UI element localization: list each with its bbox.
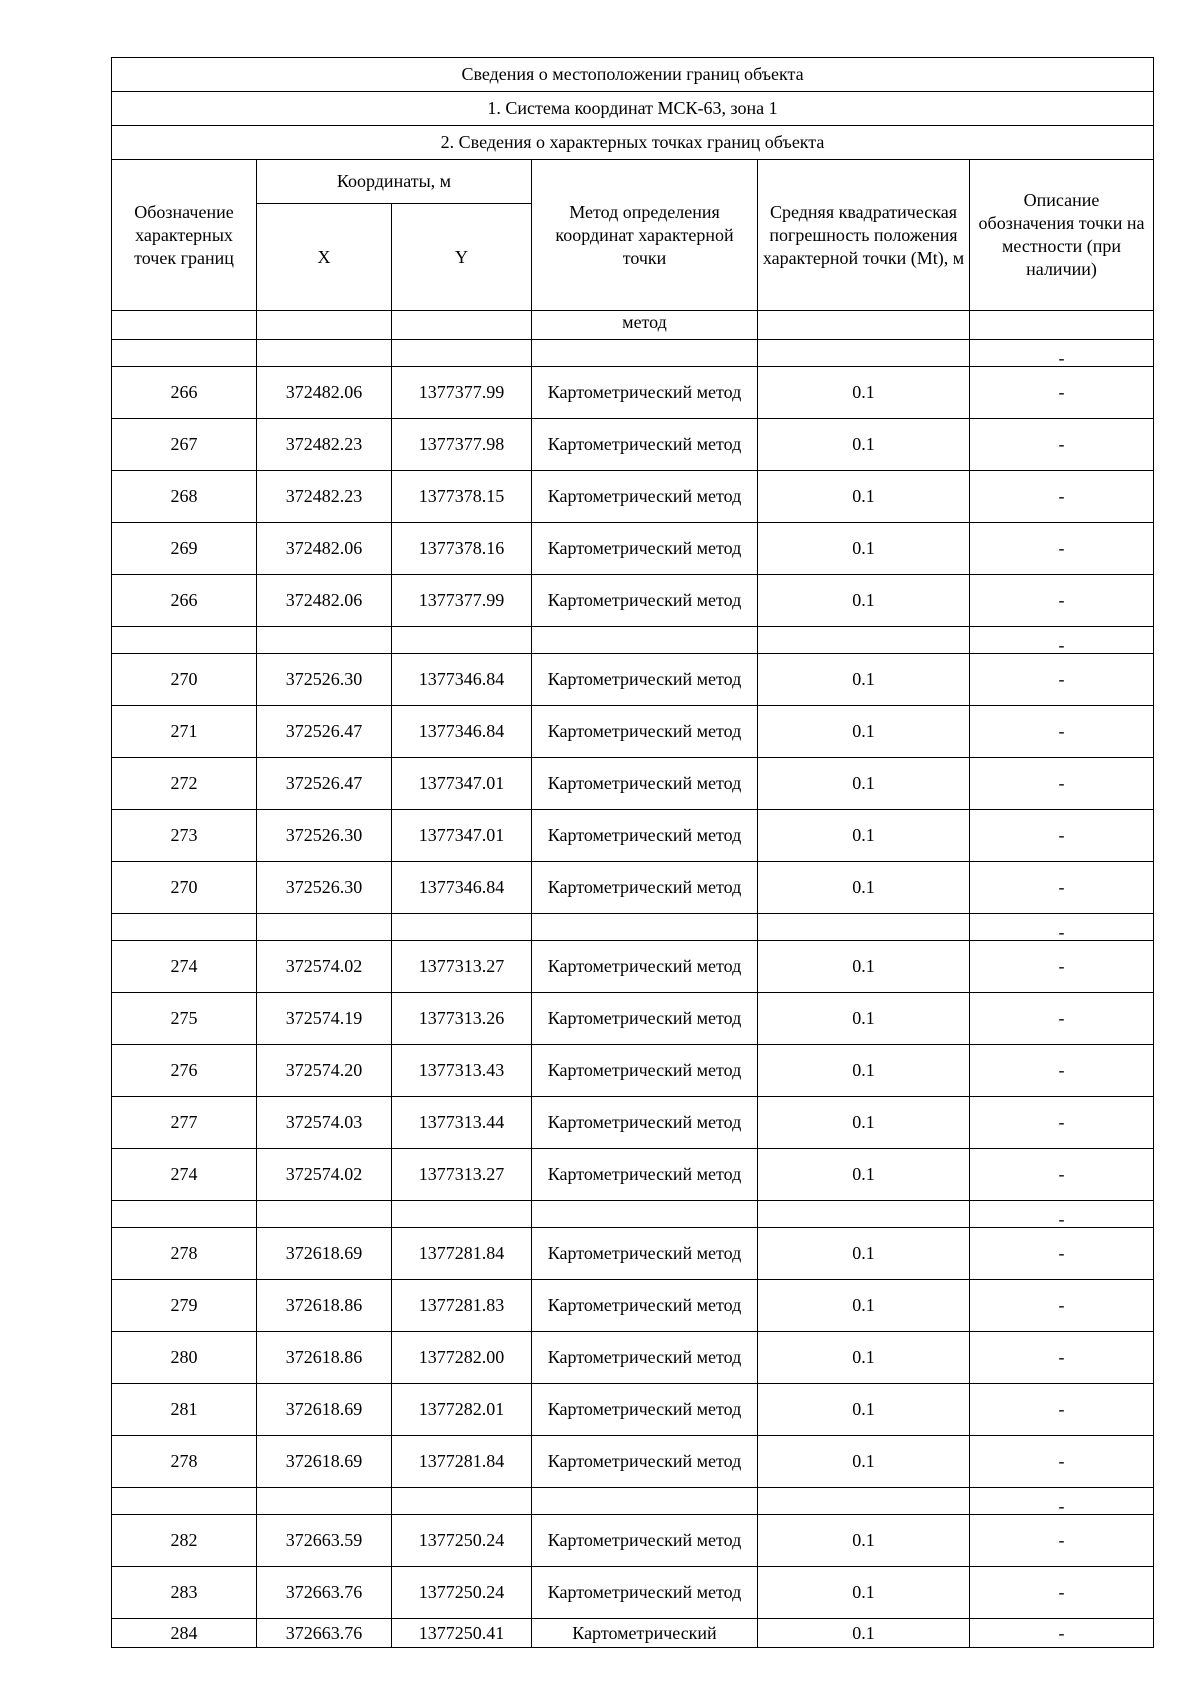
point-y: 1377377.99 <box>392 367 532 419</box>
point-y: 1377313.43 <box>392 1045 532 1097</box>
point-description: - <box>970 1097 1154 1149</box>
point-id: 283 <box>112 1567 257 1619</box>
empty-cell <box>532 627 758 654</box>
point-description: - <box>970 367 1154 419</box>
point-row <box>112 862 1154 914</box>
point-y: 1377378.16 <box>392 523 532 575</box>
partial-cell <box>392 311 532 340</box>
point-method: Картометрический метод <box>532 1332 758 1384</box>
point-y: 1377281.84 <box>392 1228 532 1280</box>
point-id: 278 <box>112 1436 257 1488</box>
point-id: 281 <box>112 1384 257 1436</box>
point-x: 372663.76 <box>257 1567 392 1619</box>
point-id: 282 <box>112 1515 257 1567</box>
point-description: - <box>970 706 1154 758</box>
point-description: - <box>970 810 1154 862</box>
point-id: 267 <box>112 419 257 471</box>
empty-cell <box>392 914 532 941</box>
point-mean-error: 0.1 <box>758 1436 970 1488</box>
empty-cell <box>758 1488 970 1515</box>
point-mean-error: 0.1 <box>758 1332 970 1384</box>
point-row <box>112 758 1154 810</box>
point-row <box>112 1228 1154 1280</box>
point-method: Картометрический метод <box>532 862 758 914</box>
point-description: - <box>970 1619 1154 1648</box>
point-description: - <box>970 1567 1154 1619</box>
partial-method: метод <box>532 311 758 340</box>
empty-cell <box>112 914 257 941</box>
point-y: 1377346.84 <box>392 862 532 914</box>
point-description: - <box>970 1149 1154 1201</box>
point-description: - <box>970 471 1154 523</box>
point-row <box>112 1149 1154 1201</box>
point-description: - <box>970 1332 1154 1384</box>
point-mean-error: 0.1 <box>758 1567 970 1619</box>
point-x: 372618.86 <box>257 1280 392 1332</box>
empty-cell <box>257 340 392 367</box>
contour-separator-row <box>112 340 1154 367</box>
point-y: 1377313.27 <box>392 1149 532 1201</box>
contour-separator-row <box>112 1201 1154 1228</box>
empty-cell <box>257 627 392 654</box>
point-id: 274 <box>112 1149 257 1201</box>
point-mean-error: 0.1 <box>758 758 970 810</box>
point-description: - <box>970 941 1154 993</box>
separator-dash: - <box>970 340 1154 367</box>
point-description: - <box>970 862 1154 914</box>
header-coordinates: Координаты, м <box>257 160 532 204</box>
point-description: - <box>970 654 1154 706</box>
empty-cell <box>257 1201 392 1228</box>
point-description: - <box>970 1515 1154 1567</box>
point-y: 1377346.84 <box>392 706 532 758</box>
point-method: Картометрический метод <box>532 1280 758 1332</box>
empty-cell <box>112 340 257 367</box>
point-method: Картометрический метод <box>532 1228 758 1280</box>
point-method: Картометрический <box>532 1619 758 1648</box>
point-id: 270 <box>112 654 257 706</box>
point-x: 372574.02 <box>257 1149 392 1201</box>
point-id: 273 <box>112 810 257 862</box>
point-y: 1377281.83 <box>392 1280 532 1332</box>
point-method: Картометрический метод <box>532 1384 758 1436</box>
point-description: - <box>970 575 1154 627</box>
header-x: X <box>257 204 392 311</box>
point-method: Картометрический метод <box>532 758 758 810</box>
point-method: Картометрический метод <box>532 1515 758 1567</box>
point-x: 372526.30 <box>257 654 392 706</box>
point-row <box>112 575 1154 627</box>
empty-cell <box>758 1201 970 1228</box>
point-x: 372482.06 <box>257 575 392 627</box>
point-y: 1377377.99 <box>392 575 532 627</box>
point-method: Картометрический метод <box>532 1149 758 1201</box>
point-row <box>112 1097 1154 1149</box>
point-mean-error: 0.1 <box>758 471 970 523</box>
point-x: 372618.69 <box>257 1384 392 1436</box>
point-method: Картометрический метод <box>532 1097 758 1149</box>
point-x: 372482.23 <box>257 419 392 471</box>
header-y: Y <box>392 204 532 311</box>
point-method: Картометрический метод <box>532 367 758 419</box>
document-title: Сведения о местоположении границ объекта <box>112 58 1154 92</box>
point-mean-error: 0.1 <box>758 1149 970 1201</box>
point-mean-error: 0.1 <box>758 993 970 1045</box>
point-x: 372574.19 <box>257 993 392 1045</box>
empty-cell <box>758 627 970 654</box>
point-mean-error: 0.1 <box>758 862 970 914</box>
point-row <box>112 1515 1154 1567</box>
point-y: 1377250.24 <box>392 1515 532 1567</box>
empty-cell <box>532 1201 758 1228</box>
point-method: Картометрический метод <box>532 1567 758 1619</box>
point-id: 266 <box>112 575 257 627</box>
point-mean-error: 0.1 <box>758 1045 970 1097</box>
empty-cell <box>532 1488 758 1515</box>
point-row <box>112 941 1154 993</box>
point-row <box>112 810 1154 862</box>
point-y: 1377346.84 <box>392 654 532 706</box>
empty-cell <box>392 627 532 654</box>
point-mean-error: 0.1 <box>758 1280 970 1332</box>
contour-separator-row <box>112 1488 1154 1515</box>
point-method: Картометрический метод <box>532 993 758 1045</box>
point-description: - <box>970 1228 1154 1280</box>
point-description: - <box>970 523 1154 575</box>
point-id: 277 <box>112 1097 257 1149</box>
empty-cell <box>532 914 758 941</box>
point-description: - <box>970 1436 1154 1488</box>
point-x: 372663.59 <box>257 1515 392 1567</box>
point-y: 1377347.01 <box>392 758 532 810</box>
point-description: - <box>970 1280 1154 1332</box>
point-id: 271 <box>112 706 257 758</box>
point-row <box>112 706 1154 758</box>
point-row <box>112 654 1154 706</box>
point-id: 272 <box>112 758 257 810</box>
point-mean-error: 0.1 <box>758 1515 970 1567</box>
point-method: Картометрический метод <box>532 419 758 471</box>
point-id: 270 <box>112 862 257 914</box>
point-method: Картометрический метод <box>532 575 758 627</box>
point-id: 269 <box>112 523 257 575</box>
partial-cell <box>758 311 970 340</box>
point-mean-error: 0.1 <box>758 654 970 706</box>
point-id: 280 <box>112 1332 257 1384</box>
point-x: 372618.69 <box>257 1228 392 1280</box>
point-mean-error: 0.1 <box>758 706 970 758</box>
section-title: 2. Сведения о характерных точках границ объекта <box>112 126 1154 160</box>
empty-cell <box>112 1488 257 1515</box>
point-x: 372482.06 <box>257 367 392 419</box>
empty-cell <box>392 1488 532 1515</box>
separator-dash: - <box>970 914 1154 941</box>
point-y: 1377250.41 <box>392 1619 532 1648</box>
point-row <box>112 1619 1154 1648</box>
point-row <box>112 419 1154 471</box>
contour-separator-row <box>112 627 1154 654</box>
point-y: 1377250.24 <box>392 1567 532 1619</box>
point-y: 1377313.44 <box>392 1097 532 1149</box>
point-id: 276 <box>112 1045 257 1097</box>
point-method: Картометрический метод <box>532 654 758 706</box>
point-method: Картометрический метод <box>532 1045 758 1097</box>
point-id: 284 <box>112 1619 257 1648</box>
point-y: 1377347.01 <box>392 810 532 862</box>
point-row <box>112 1045 1154 1097</box>
header-method: Метод определения координат характерной точки <box>532 160 758 311</box>
coordinate-system: 1. Система координат МСК-63, зона 1 <box>112 92 1154 126</box>
point-row <box>112 1436 1154 1488</box>
point-mean-error: 0.1 <box>758 1097 970 1149</box>
point-row <box>112 367 1154 419</box>
point-x: 372618.69 <box>257 1436 392 1488</box>
empty-cell <box>532 340 758 367</box>
point-y: 1377377.98 <box>392 419 532 471</box>
point-x: 372574.20 <box>257 1045 392 1097</box>
point-description: - <box>970 1045 1154 1097</box>
point-x: 372618.86 <box>257 1332 392 1384</box>
separator-dash: - <box>970 627 1154 654</box>
point-row <box>112 1384 1154 1436</box>
point-y: 1377282.00 <box>392 1332 532 1384</box>
point-row <box>112 1567 1154 1619</box>
point-row <box>112 523 1154 575</box>
header-mean-error: Средняя квадратическая погрешность положения характерной точки (Mt), м <box>758 160 970 311</box>
empty-cell <box>257 914 392 941</box>
header-description: Описание обозначения точки на местности (при наличии) <box>970 160 1154 311</box>
point-row <box>112 1332 1154 1384</box>
point-method: Картометрический метод <box>532 941 758 993</box>
point-y: 1377313.26 <box>392 993 532 1045</box>
empty-cell <box>758 340 970 367</box>
contour-separator-row <box>112 914 1154 941</box>
point-id: 279 <box>112 1280 257 1332</box>
point-description: - <box>970 758 1154 810</box>
separator-dash: - <box>970 1201 1154 1228</box>
point-x: 372526.47 <box>257 706 392 758</box>
point-y: 1377281.84 <box>392 1436 532 1488</box>
point-mean-error: 0.1 <box>758 419 970 471</box>
partial-cell <box>112 311 257 340</box>
point-id: 275 <box>112 993 257 1045</box>
point-mean-error: 0.1 <box>758 575 970 627</box>
empty-cell <box>257 1488 392 1515</box>
partial-cell <box>970 311 1154 340</box>
boundary-points-table <box>111 57 1154 1648</box>
point-x: 372663.76 <box>257 1619 392 1648</box>
point-x: 372482.06 <box>257 523 392 575</box>
point-id: 278 <box>112 1228 257 1280</box>
empty-cell <box>392 340 532 367</box>
point-method: Картометрический метод <box>532 471 758 523</box>
point-description: - <box>970 419 1154 471</box>
point-row <box>112 993 1154 1045</box>
point-description: - <box>970 1384 1154 1436</box>
point-row <box>112 471 1154 523</box>
point-x: 372574.03 <box>257 1097 392 1149</box>
point-mean-error: 0.1 <box>758 810 970 862</box>
point-x: 372482.23 <box>257 471 392 523</box>
empty-cell <box>758 914 970 941</box>
point-description: - <box>970 993 1154 1045</box>
point-id: 274 <box>112 941 257 993</box>
point-row <box>112 1280 1154 1332</box>
point-mean-error: 0.1 <box>758 1384 970 1436</box>
empty-cell <box>392 1201 532 1228</box>
point-method: Картометрический метод <box>532 523 758 575</box>
point-x: 372526.30 <box>257 862 392 914</box>
point-mean-error: 0.1 <box>758 1619 970 1648</box>
point-method: Картометрический метод <box>532 810 758 862</box>
point-id: 268 <box>112 471 257 523</box>
empty-cell <box>112 627 257 654</box>
point-x: 372526.30 <box>257 810 392 862</box>
point-id: 266 <box>112 367 257 419</box>
point-mean-error: 0.1 <box>758 523 970 575</box>
partial-cell <box>257 311 392 340</box>
point-y: 1377282.01 <box>392 1384 532 1436</box>
point-method: Картометрический метод <box>532 1436 758 1488</box>
empty-cell <box>112 1201 257 1228</box>
separator-dash: - <box>970 1488 1154 1515</box>
point-mean-error: 0.1 <box>758 367 970 419</box>
point-y: 1377313.27 <box>392 941 532 993</box>
point-method: Картометрический метод <box>532 706 758 758</box>
header-point-designation: Обозначение характерных точек границ <box>112 160 257 311</box>
point-y: 1377378.15 <box>392 471 532 523</box>
point-mean-error: 0.1 <box>758 1228 970 1280</box>
point-mean-error: 0.1 <box>758 941 970 993</box>
point-x: 372526.47 <box>257 758 392 810</box>
point-x: 372574.02 <box>257 941 392 993</box>
